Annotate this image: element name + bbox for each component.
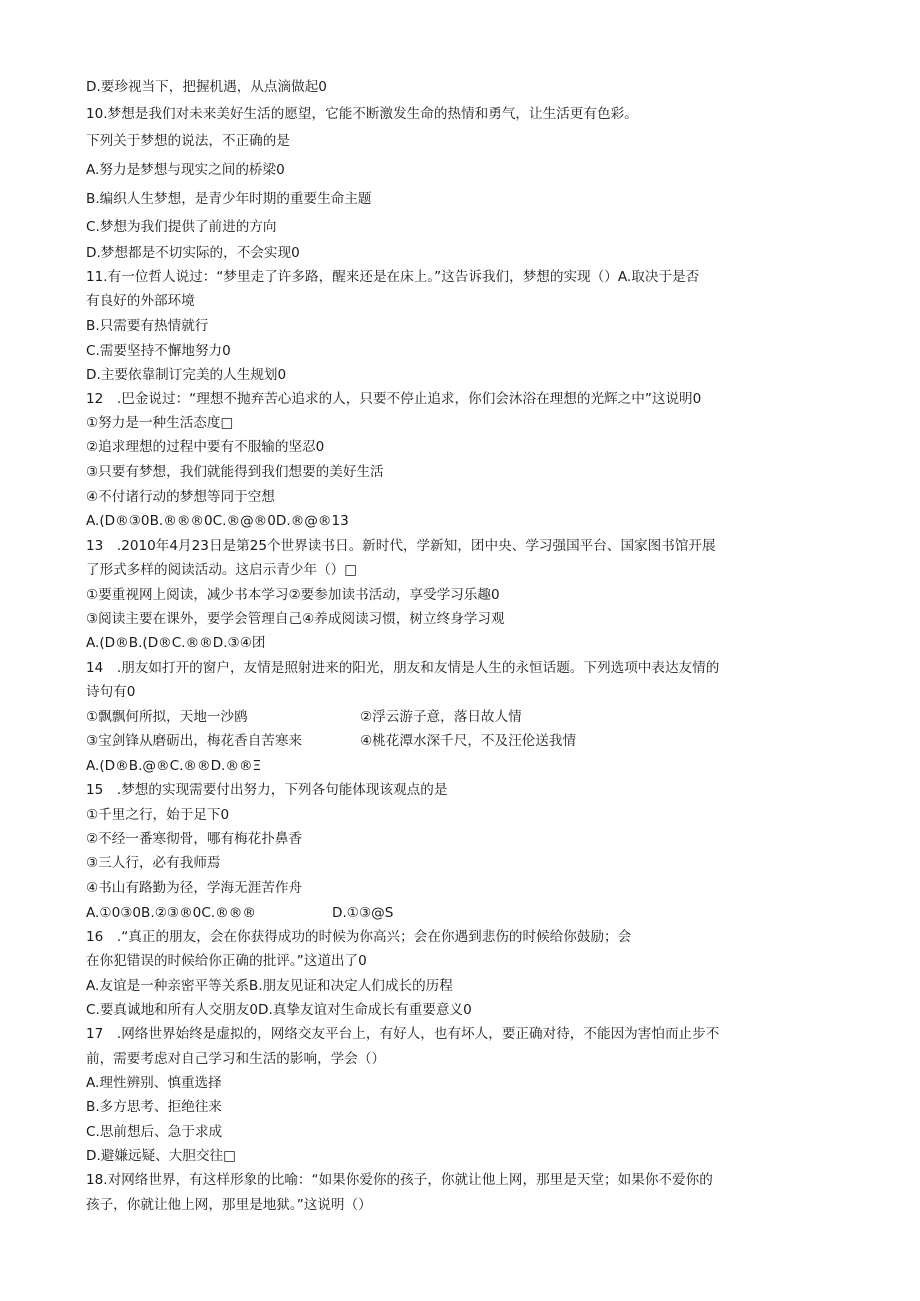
text-line: ④不付诸行动的梦想等同于空想 <box>86 489 275 505</box>
text-line: 了形式多样的阅读活动。这启示青少年（）□ <box>86 562 358 578</box>
text-line: A.(D®B.@®C.®®D.®®Ξ <box>86 758 262 774</box>
text-line: 孩子，你就让他上网，那里是地狱。”这说明（） <box>86 1197 372 1213</box>
text-line: 11.有一位哲人说过：“梦里走了许多路，醒来还是在床上。”这告诉我们，梦想的实现（）A.取决于是否 <box>86 269 700 285</box>
answer-option-d: D.①③@S <box>332 905 394 921</box>
text-line: D.主要依靠制订完美的人生规划0 <box>86 367 287 383</box>
text-line: ①努力是一种生活态度□ <box>86 415 234 431</box>
poem-row <box>86 732 786 750</box>
answer-row <box>86 904 786 922</box>
text-line: 16 .“真正的朋友，会在你获得成功的时候为你高兴；会在你遇到悲伤的时候给你鼓励；会 <box>86 929 632 945</box>
text-line: 17 .网络世界始终是虚拟的，网络交友平台上，有好人，也有坏人，要正确对待，不能因为害怕而止步不 <box>86 1026 720 1042</box>
poem-option: ③宝剑锋从磨砺出，梅花香自苦寒来 <box>86 733 303 749</box>
text-line: 有良好的外部环境 <box>86 293 195 309</box>
answer-options: A.①0③0B.②③®0C.®®® <box>86 905 256 921</box>
text-line: C.思前想后、急于求成 <box>86 1124 223 1140</box>
text-line: 诗句有0 <box>86 684 136 700</box>
text-line: 下列关于梦想的说法，不正确的是 <box>86 133 290 149</box>
text-line: 18.对网络世界，有这样形象的比喻：“如果你爱你的孩子，你就让他上网，那里是天堂；如果你不爱你的 <box>86 1172 713 1188</box>
text-line: C.梦想为我们提供了前进的方向 <box>86 219 277 235</box>
text-line: 在你犯错误的时候给你正确的批评。”这道出了0 <box>86 953 367 969</box>
text-line: A.友谊是一种亲密平等关系B.朋友见证和决定人们成长的历程 <box>86 978 453 994</box>
text-line: ③只要有梦想，我们就能得到我们想要的美好生活 <box>86 464 384 480</box>
text-line: ①要重视网上阅读，减少书本学习②要参加读书活动，享受学习乐趣0 <box>86 587 500 603</box>
text-line: ③阅读主要在课外，要学会管理自己④养成阅读习惯，树立终身学习观 <box>86 611 505 627</box>
text-line: 13 .2010年4月23日是第25个世界读书日。新时代，学新知，团中央、学习强国平台、国家图书馆开展 <box>86 538 716 554</box>
poem-row <box>86 708 786 726</box>
text-line: D.要珍视当下，把握机遇，从点滴做起0 <box>86 79 327 95</box>
text-line: B.编织人生梦想，是青少年时期的重要生命主题 <box>86 191 372 207</box>
text-line: ①千里之行，始于足下0 <box>86 807 230 823</box>
text-line: ③三人行，必有我师焉 <box>86 855 221 871</box>
poem-option: ④桃花潭水深千尺，不及汪伦送我情 <box>360 733 577 749</box>
text-line: A.(D®B.(D®C.®®D.③④团 <box>86 635 266 651</box>
text-line: 10.梦想是我们对未来美好生活的愿望，它能不断激发生命的热情和勇气，让生活更有色彩。 <box>86 106 638 122</box>
text-line: 前，需要考虑对自己学习和生活的影响，学会（） <box>86 1051 386 1067</box>
text-line: A.努力是梦想与现实之间的桥梁0 <box>86 162 285 178</box>
text-line: A.理性辨别、慎重选择 <box>86 1075 222 1091</box>
text-line: B.多方思考、拒绝往来 <box>86 1099 222 1115</box>
text-line: B.只需要有热情就行 <box>86 318 209 334</box>
text-line: ④书山有路勤为径，学海无涯苦作舟 <box>86 880 303 896</box>
text-line: C.要真诚地和所有人交朋友0D.真挚友谊对生命成长有重要意义0 <box>86 1002 472 1018</box>
text-line: 14 .朋友如打开的窗户，友情是照射进来的阳光，朋友和友情是人生的永恒话题。下列选项中表达友情的 <box>86 660 720 676</box>
poem-option: ②浮云游子意，落日故人情 <box>360 709 522 725</box>
text-line: D.梦想都是不切实际的，不会实现0 <box>86 245 300 261</box>
text-line: D.避嫌远疑、大胆交往□ <box>86 1148 236 1164</box>
poem-option: ①飘飘何所拟，天地一沙鸥 <box>86 709 248 725</box>
text-line: 12 .巴金说过：“理想不抛弃苦心追求的人，只要不停止追求，你们会沐浴在理想的光辉之中”这说明0 <box>86 391 702 407</box>
text-line: 15 .梦想的实现需要付出努力，下列各句能体现该观点的是 <box>86 782 448 798</box>
text-line: ②追求理想的过程中要有不服输的坚忍0 <box>86 439 325 455</box>
text-line: C.需要坚持不懈地努力0 <box>86 343 231 359</box>
text-line: A.(D®③0B.®®®0C.®@®0D.®@®13 <box>86 513 349 529</box>
text-line: ②不经一番寒彻骨，哪有梅花扑鼻香 <box>86 831 303 847</box>
